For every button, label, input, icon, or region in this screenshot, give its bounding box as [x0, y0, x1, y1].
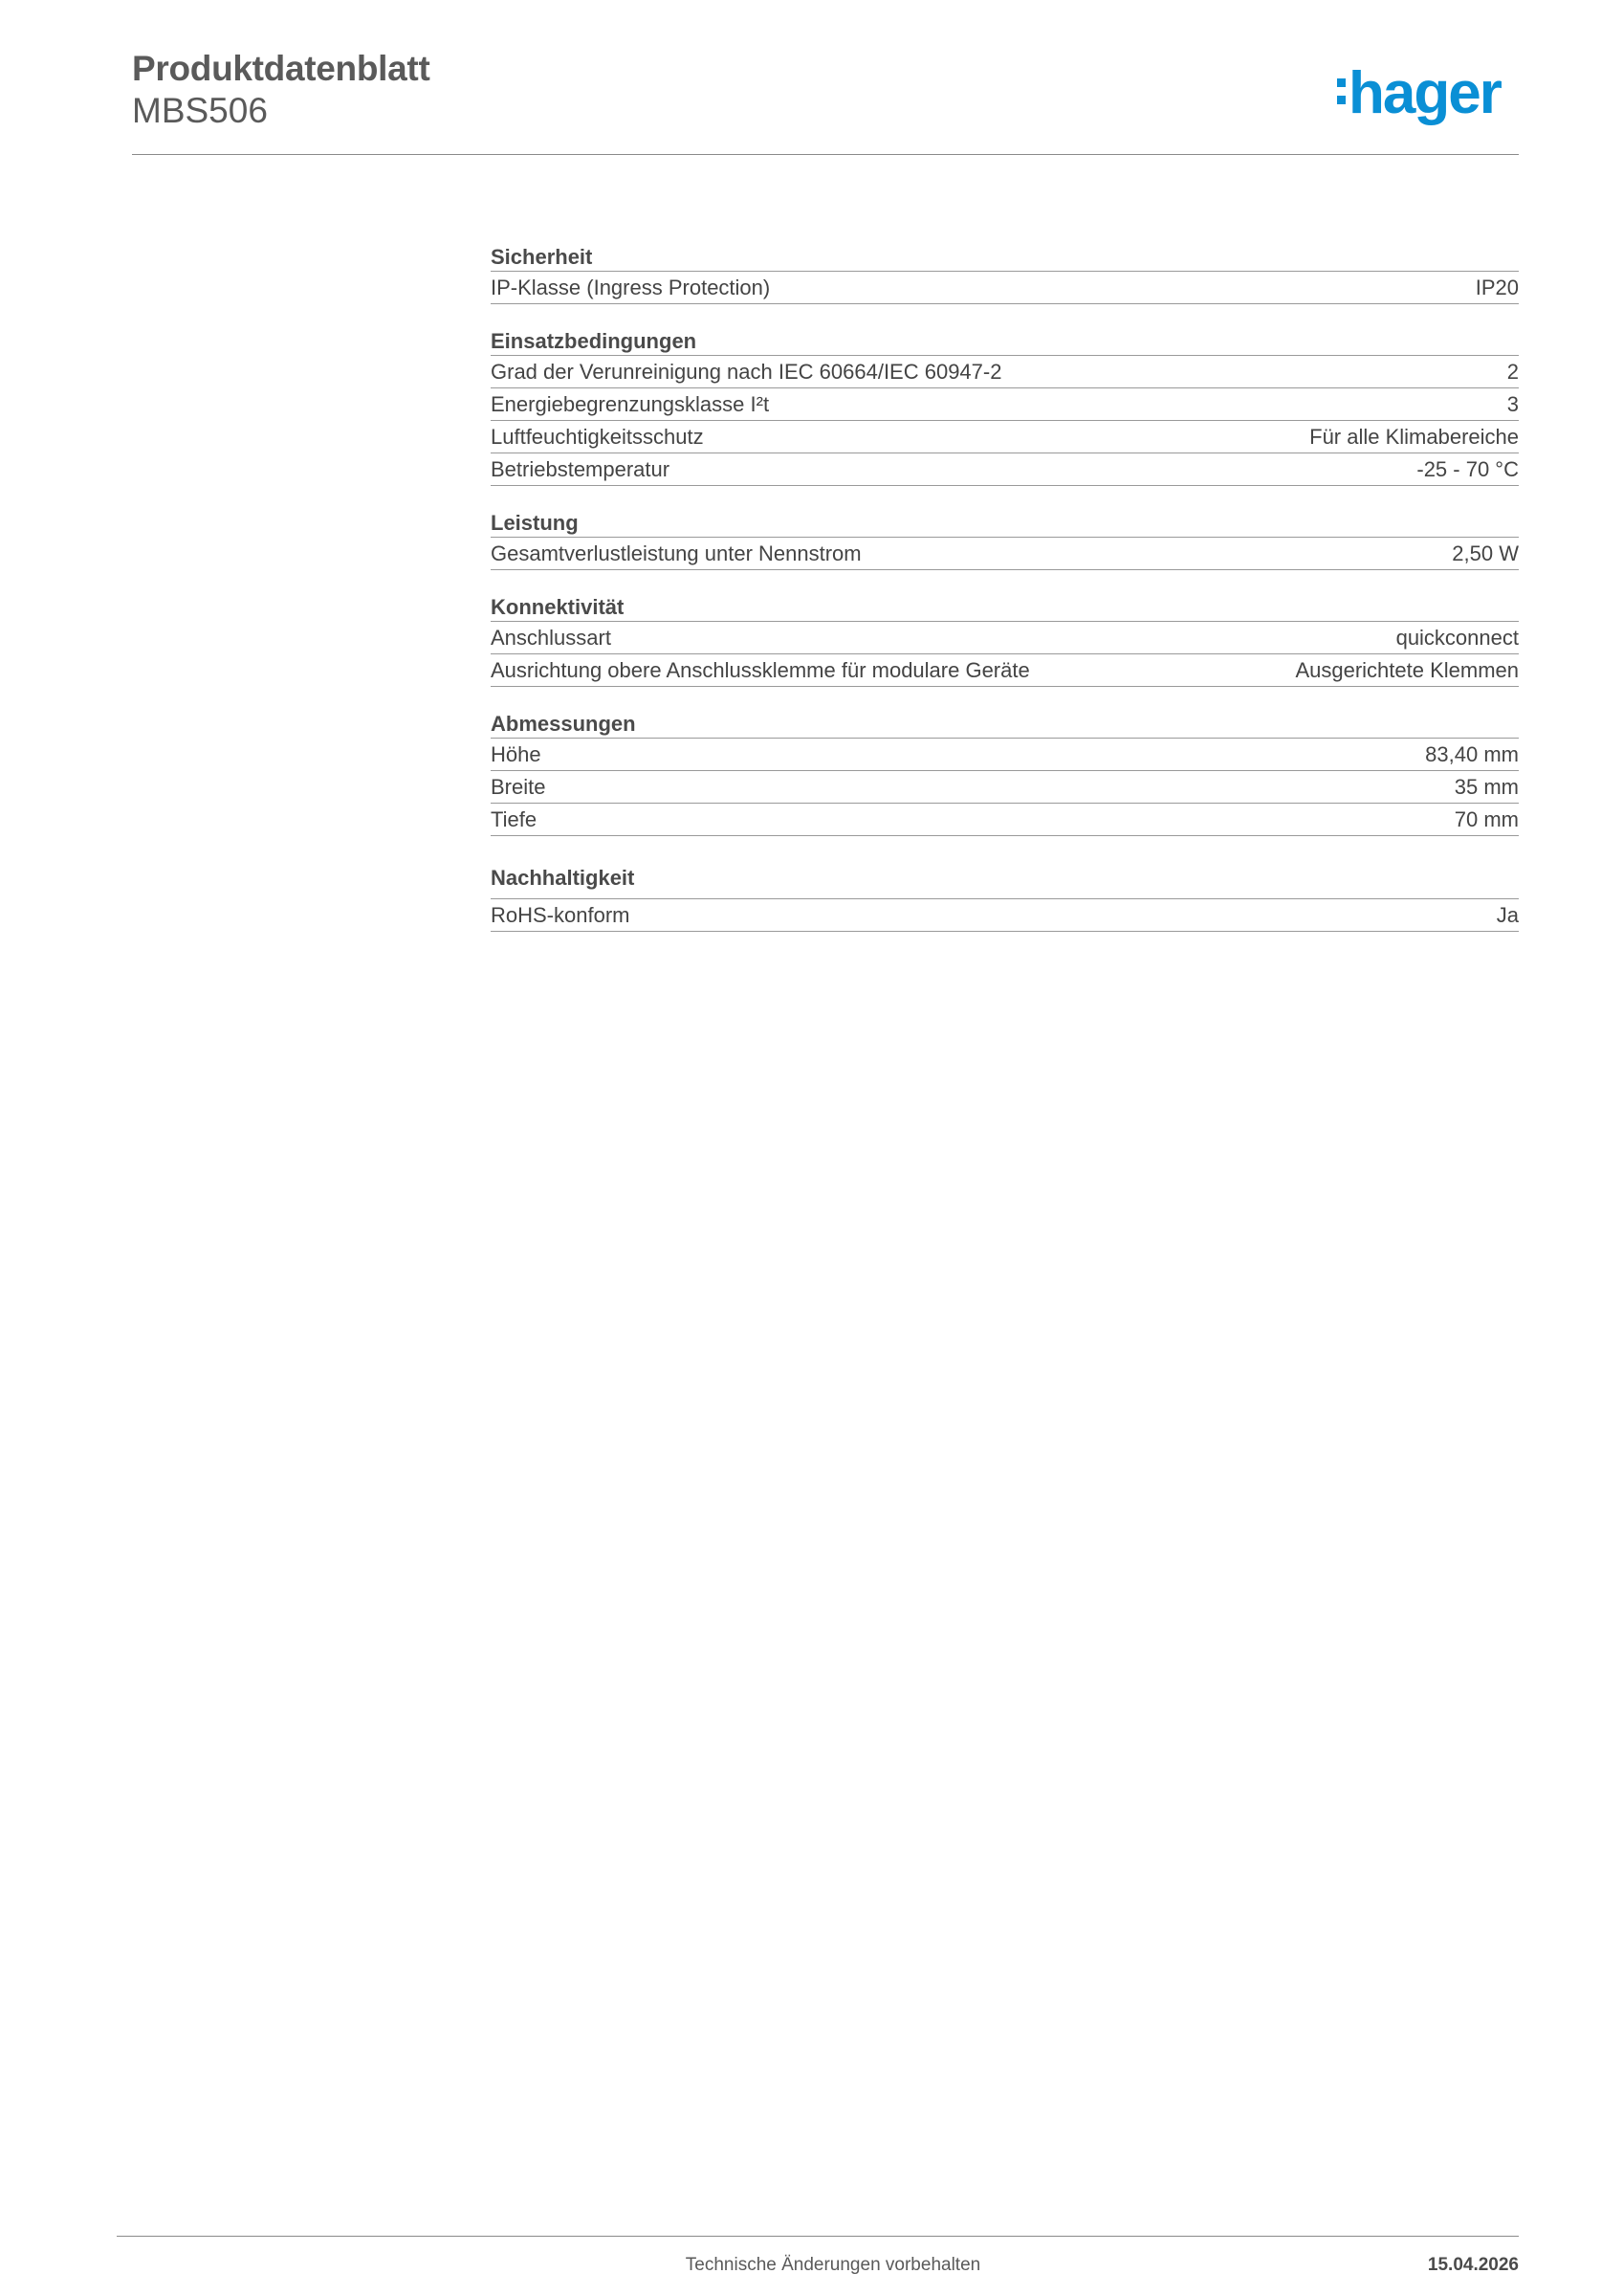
footer-divider: [117, 2236, 1519, 2237]
section-konnektivitaet: [491, 591, 1519, 687]
spec-row: [491, 272, 1519, 304]
spec-row: [491, 622, 1519, 654]
header-title: Produktdatenblatt: [132, 49, 430, 88]
spec-value: -25 - 70 °C: [1416, 456, 1519, 481]
spec-value: 83,40 mm: [1425, 741, 1519, 766]
spec-label: Betriebstemperatur: [491, 456, 670, 481]
hager-logo: [1337, 59, 1519, 130]
spec-label: Breite: [491, 774, 546, 799]
section-sicherheit: [491, 241, 1519, 304]
spec-row: [491, 804, 1519, 836]
section-abmessungen: [491, 708, 1519, 836]
spec-value: 35 mm: [1454, 774, 1519, 799]
spec-row: [491, 739, 1519, 771]
spec-label: Grad der Verunreinigung nach IEC 60664/IEC 60947-2: [491, 359, 1002, 384]
spec-label: IP-Klasse (Ingress Protection): [491, 275, 771, 299]
spec-value: IP20: [1475, 275, 1519, 299]
spec-value: 70 mm: [1454, 806, 1519, 831]
spec-row: [491, 654, 1519, 687]
spec-row: [491, 453, 1519, 486]
spec-label: Luftfeuchtigkeitsschutz: [491, 424, 704, 449]
spec-value: Ausgerichtete Klemmen: [1295, 657, 1519, 682]
spec-label: Energiebegrenzungsklasse I²t: [491, 391, 770, 416]
spec-table: [491, 241, 1519, 953]
section-title: Abmessungen: [491, 708, 1519, 739]
product-code: MBS506: [132, 91, 268, 130]
section-leistung: [491, 507, 1519, 570]
section-title: Nachhaltigkeit: [491, 857, 1519, 899]
spec-label: RoHS-konform: [491, 902, 630, 927]
spec-value: Ja: [1496, 902, 1519, 927]
section-title: Leistung: [491, 507, 1519, 538]
spec-row: [491, 421, 1519, 453]
svg-text:hager: hager: [1349, 60, 1501, 126]
spec-label: Tiefe: [491, 806, 537, 831]
footer-note: Technische Änderungen vorbehalten: [685, 2255, 981, 2275]
section-einsatzbedingungen: [491, 325, 1519, 486]
section-nachhaltigkeit: [491, 857, 1519, 932]
spec-row: [491, 538, 1519, 570]
spec-row: [491, 356, 1519, 388]
spec-value: quickconnect: [1395, 625, 1519, 650]
spec-label: Ausrichtung obere Anschlussklemme für modulare Geräte: [491, 657, 1030, 682]
spec-value: Für alle Klimabereiche: [1309, 424, 1519, 449]
spec-row: [491, 388, 1519, 421]
section-title: Einsatzbedingungen: [491, 325, 1519, 356]
spec-value: 2: [1506, 359, 1519, 384]
spec-row: [491, 771, 1519, 804]
header-divider: [132, 154, 1519, 155]
spec-label: Höhe: [491, 741, 541, 766]
spec-row: [491, 899, 1519, 932]
spec-value: 3: [1506, 391, 1519, 416]
section-title: Sicherheit: [491, 241, 1519, 272]
spec-label: Gesamtverlustleistung unter Nennstrom: [491, 541, 862, 565]
spec-label: Anschlussart: [491, 625, 611, 650]
section-title: Konnektivität: [491, 591, 1519, 622]
spec-value: 2,50 W: [1452, 541, 1519, 565]
footer-date: 15.04.2026: [1427, 2255, 1519, 2275]
